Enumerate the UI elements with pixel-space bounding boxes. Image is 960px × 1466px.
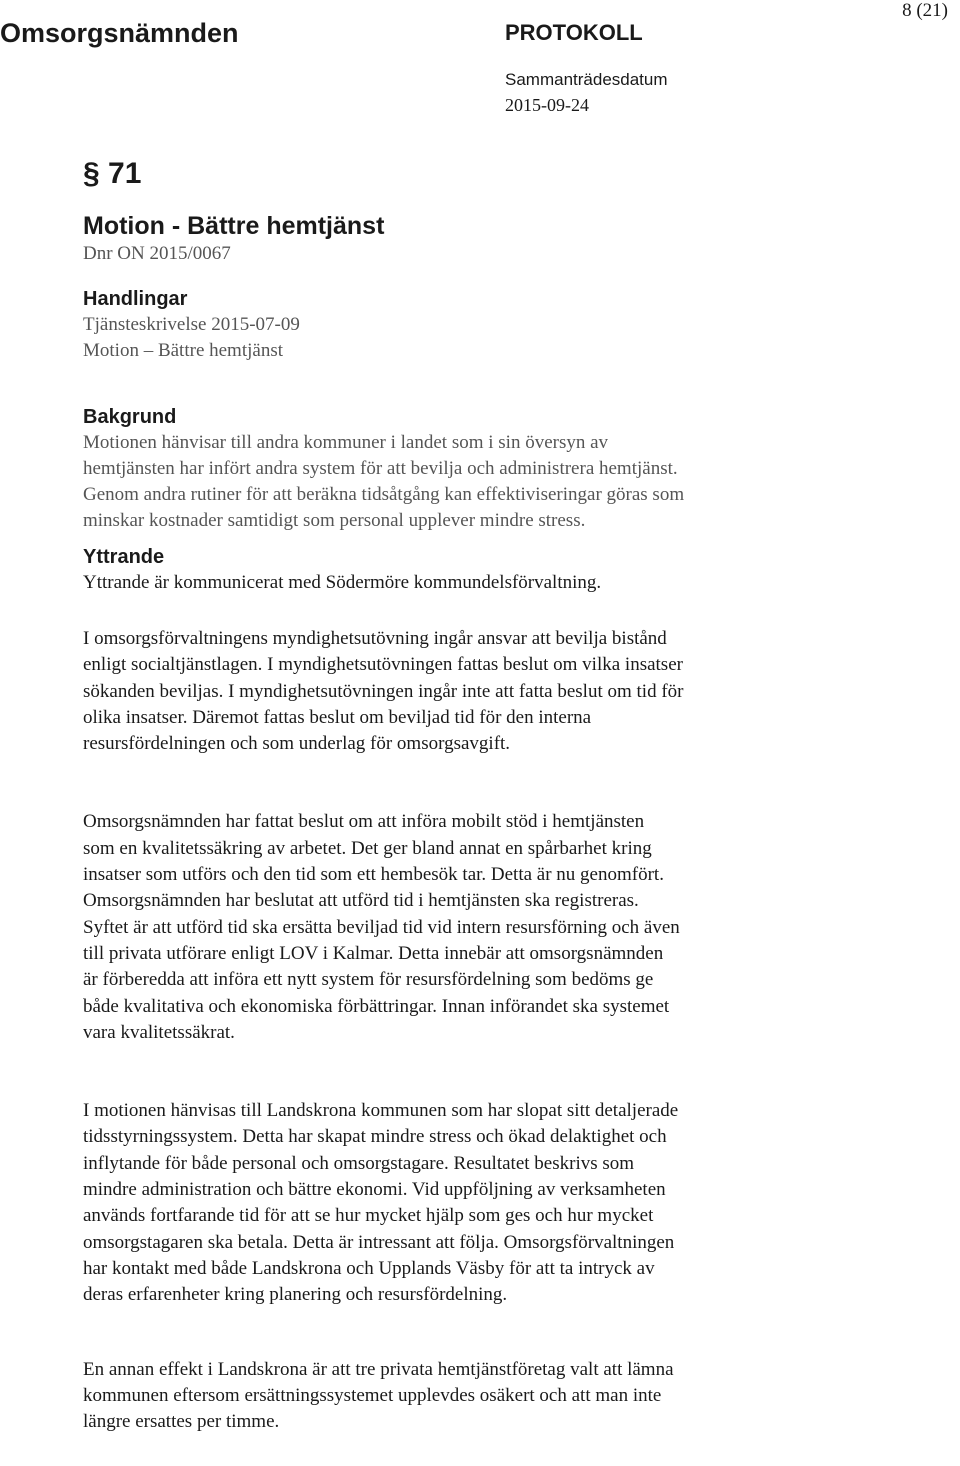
text-line: till privata utförare enligt LOV i Kalmar. Detta innebär att omsorgsnämnden bbox=[83, 942, 664, 964]
text-line: längre ersattes per timme. bbox=[83, 1411, 280, 1433]
text-line: omsorgstagaren ska betala. Detta är intressant att följa. Omsorgsförvaltningen bbox=[83, 1231, 675, 1253]
text-line: tidsstyrningssystem. Detta har skapat mindre stress och ökad delaktighet och bbox=[83, 1126, 667, 1148]
text-line: I omsorgsförvaltningens myndighetsutövning ingår ansvar att bevilja bistånd bbox=[83, 628, 667, 649]
diary-number: Dnr ON 2015/0067 bbox=[83, 243, 231, 264]
meeting-date-label: Sammanträdesdatum bbox=[505, 70, 668, 89]
section-heading: Handlingar bbox=[83, 288, 188, 310]
text-line: har kontakt med både Landskrona och Upplands Väsby för att ta intryck av bbox=[83, 1257, 655, 1279]
document-list-item: Motion – Bättre hemtjänst bbox=[83, 340, 284, 361]
text-line: vara kvalitetssäkrat. bbox=[83, 1021, 235, 1043]
text-line: sökanden beviljas. I myndighetsutövningen ingår inte att fatta beslut om tid för bbox=[83, 680, 684, 702]
document-type: PROTOKOLL bbox=[505, 20, 643, 45]
organization-name: Omsorgsnämnden bbox=[0, 18, 239, 48]
body-paragraph bbox=[83, 626, 943, 757]
yttrande-intro: Yttrande är kommunicerat med Södermöre kommundelsförvaltning. bbox=[83, 572, 602, 593]
text-line: kommunen eftersom ersättningssystemet upplevdes osäkert och att man inte bbox=[83, 1384, 662, 1406]
document-body bbox=[83, 155, 943, 1435]
page-number: 8 (21) bbox=[902, 0, 948, 21]
text-line: som en kvalitetssäkring av arbetet. Det ger bland annat en spårbarhet kring bbox=[83, 837, 652, 859]
body-paragraph bbox=[83, 1357, 943, 1436]
section-heading: Bakgrund bbox=[83, 406, 177, 428]
text-line: Omsorgsnämnden har fattat beslut om att införa mobilt stöd i hemtjänsten bbox=[83, 811, 645, 833]
meeting-date: 2015-09-24 bbox=[505, 95, 589, 115]
text-line: enligt socialtjänstlagen. I myndighetsutövningen fattas beslut om vilka insatser bbox=[83, 654, 683, 676]
text-line: En annan effekt i Landskrona är att tre privata hemtjänstföretag valt att lämna bbox=[83, 1358, 674, 1380]
text-line: är förberedda att införa ett nytt system för resursfördelning som bedöms ge bbox=[83, 969, 654, 991]
section-bakgrund bbox=[83, 404, 943, 534]
body-paragraph bbox=[83, 1098, 943, 1308]
text-line: resursfördelningen och som underlag för omsorgsavgift. bbox=[83, 733, 511, 755]
document-list-item: Tjänsteskrivelse 2015-07-09 bbox=[83, 314, 300, 335]
paragraph-number: § 71 bbox=[83, 157, 142, 190]
text-line: Omsorgsnämnden har beslutat att utförd tid i hemtjänsten ska registreras. bbox=[83, 890, 639, 912]
item-title: Motion - Bättre hemtjänst bbox=[83, 212, 385, 240]
text-line: inflytande för både personal och omsorgstagare. Resultatet beskrivs som bbox=[83, 1152, 635, 1174]
text-line: olika insatser. Däremot fattas beslut om beviljad tid för den interna bbox=[83, 706, 592, 728]
text-line: Motionen hänvisar till andra kommuner i landet som i sin översyn av bbox=[83, 432, 609, 453]
text-line: deras erfarenheter kring planering och resursfördelning. bbox=[83, 1284, 508, 1306]
section-yttrande bbox=[83, 544, 943, 1435]
text-line: I motionen hänvisas till Landskrona kommunen som har slopat sitt detaljerade bbox=[83, 1100, 679, 1122]
text-line: Genom andra rutiner för att beräkna tidsåtgång kan effektiviseringar göras som bbox=[83, 484, 685, 505]
text-line: mindre administration och bättre ekonomi. Vid uppföljning av verksamheten bbox=[83, 1179, 666, 1201]
body-paragraph bbox=[83, 809, 943, 1046]
section-heading: Yttrande bbox=[83, 546, 165, 568]
text-line: Syftet är att utförd tid ska ersätta beviljad tid vid intern resursförning och även bbox=[83, 916, 680, 938]
text-line: insatser som utförs och den tid som ett hembesök tar. Detta är nu genomfört. bbox=[83, 864, 664, 886]
text-line: minskar kostnader samtidigt som personal upplever mindre stress. bbox=[83, 510, 586, 531]
section-handlingar bbox=[83, 286, 943, 364]
text-line: både kvalitativa och ekonomiska förbättringar. Innan införandet ska systemet bbox=[83, 995, 670, 1017]
text-line: används fortfarande tid för att se hur mycket hjälp som ges och hur mycket bbox=[83, 1205, 654, 1227]
text-line: hemtjänsten har infört andra system för att bevilja och administrera hemtjänst. bbox=[83, 458, 678, 479]
